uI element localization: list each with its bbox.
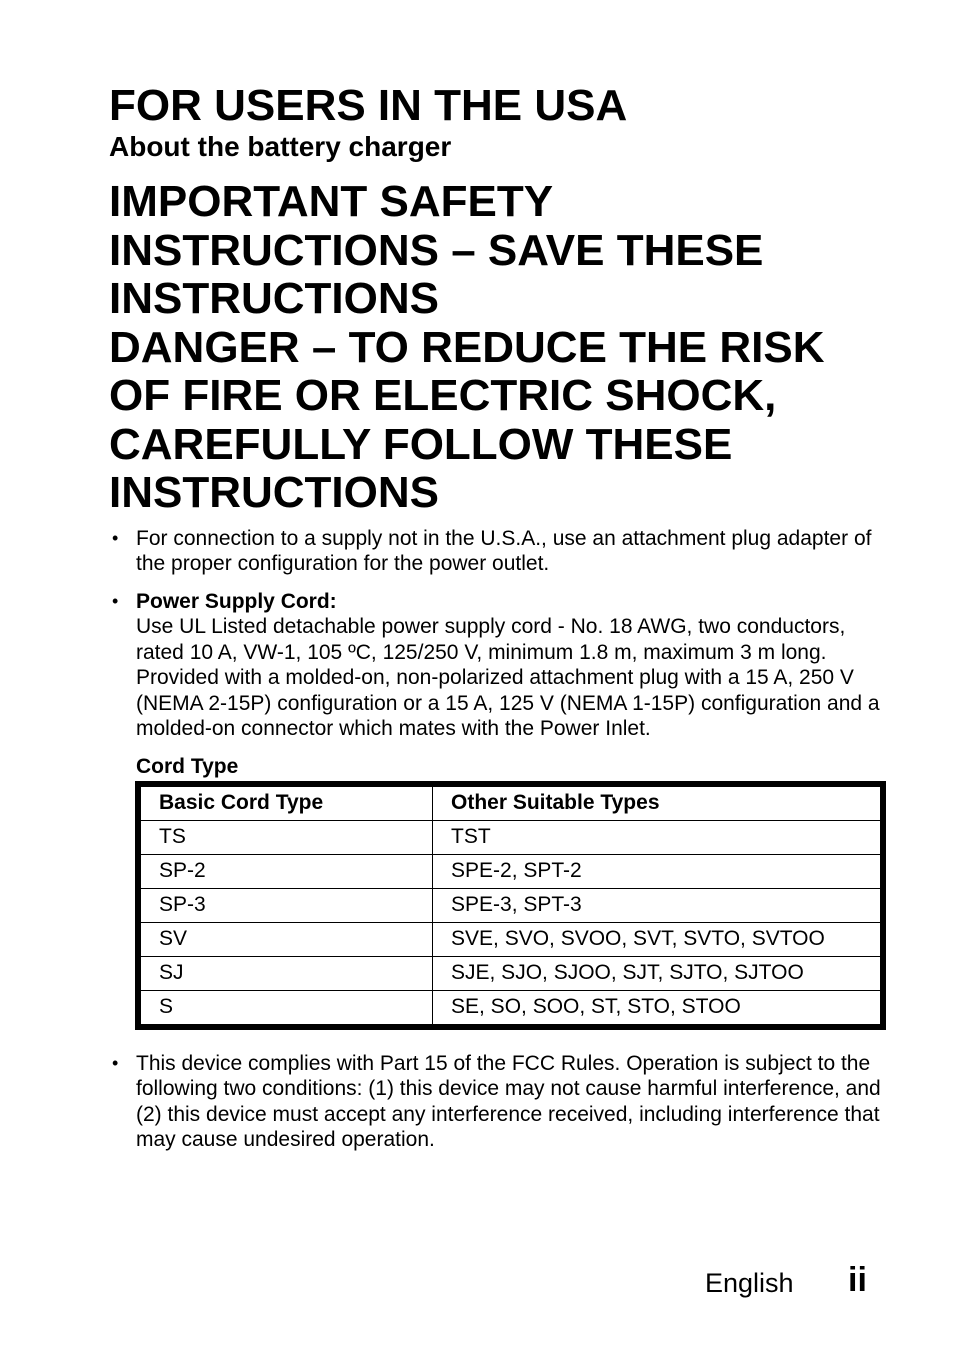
table-cell: SVE, SVO, SVOO, SVT, SVTO, SVTOO: [433, 922, 883, 956]
table-row: [139, 820, 883, 854]
header-basic-cord-type: Basic Cord Type: [139, 784, 433, 820]
safety-line: CAREFULLY FOLLOW THESE: [109, 419, 733, 469]
fcc-text: This device complies with Part 15 of the FCC Rules. Operation is subject to the following two conditions: (1) this device may not cause harmful interference, and (2) this device must accept any interference received, including interference that may cause undesired operation.: [136, 1051, 881, 1151]
cord-table-title: Cord Type: [136, 754, 239, 778]
table-cell: SJE, SJO, SJOO, SJT, SJTO, SJTOO: [433, 956, 883, 990]
safety-line: DANGER – TO REDUCE THE RISK: [109, 322, 825, 372]
table-cell: SPE-3, SPT-3: [433, 888, 883, 922]
cord-type-table: [136, 782, 885, 1029]
table-row: [139, 922, 883, 956]
table-row: [139, 888, 883, 922]
manual-page: [109, 82, 884, 1153]
header-other-suitable-types: Other Suitable Types: [433, 784, 883, 820]
table-cell: SP-3: [139, 888, 433, 922]
safety-line: INSTRUCTIONS – SAVE THESE: [109, 225, 764, 275]
list-item-fcc: [109, 1051, 884, 1153]
safety-line: INSTRUCTIONS: [109, 468, 439, 517]
table-cell: SE, SO, SOO, ST, STO, STOO: [433, 990, 883, 1026]
bullet-icon: •: [112, 1052, 119, 1073]
table-cell: S: [139, 990, 433, 1026]
power-cord-label: Power Supply Cord:: [136, 589, 337, 613]
table-cell: SPE-2, SPT-2: [433, 854, 883, 888]
page-subtitle: About the battery charger: [109, 131, 452, 162]
table-cell: TST: [433, 820, 883, 854]
table-row: [139, 990, 883, 1026]
safety-line: IMPORTANT SAFETY: [109, 177, 554, 226]
table-cell: SV: [139, 922, 433, 956]
list-item-plug-adapter: [109, 526, 884, 577]
table-cell: SJ: [139, 956, 433, 990]
page-title: FOR USERS IN THE USA: [109, 81, 628, 130]
instruction-list: [109, 526, 884, 1153]
plug-adapter-text: For connection to a supply not in the U.S.A., use an attachment plug adapter of the proper configuration for the power outlet.: [136, 526, 872, 575]
table-cell: SP-2: [139, 854, 433, 888]
footer-language: English: [705, 1268, 794, 1298]
safety-line: INSTRUCTIONS: [109, 274, 439, 323]
bullet-icon: •: [112, 590, 119, 611]
bullet-icon: •: [112, 527, 119, 548]
safety-heading: [109, 178, 884, 518]
page-number: ii: [848, 1261, 867, 1299]
table-header-row: [139, 784, 883, 820]
table-cell: TS: [139, 820, 433, 854]
power-cord-text: Use UL Listed detachable power supply cord - No. 18 AWG, two conductors, rated 10 A, VW-1, 105 ºC, 125/250 V, minimum 1.8 m, maximum 3 m long. Provided with a molded-on, non-polarized attachment plug with a 15 A, 250 V (NEMA 2-15P) configuration or a 15 A, 125 V (NEMA 1-15P) configuration and a molded-on connector which mates with the Power Inlet.: [136, 615, 880, 740]
table-row: [139, 956, 883, 990]
safety-line: OF FIRE OR ELECTRIC SHOCK,: [109, 371, 777, 420]
list-item-power-cord: [109, 589, 884, 1029]
table-row: [139, 854, 883, 888]
